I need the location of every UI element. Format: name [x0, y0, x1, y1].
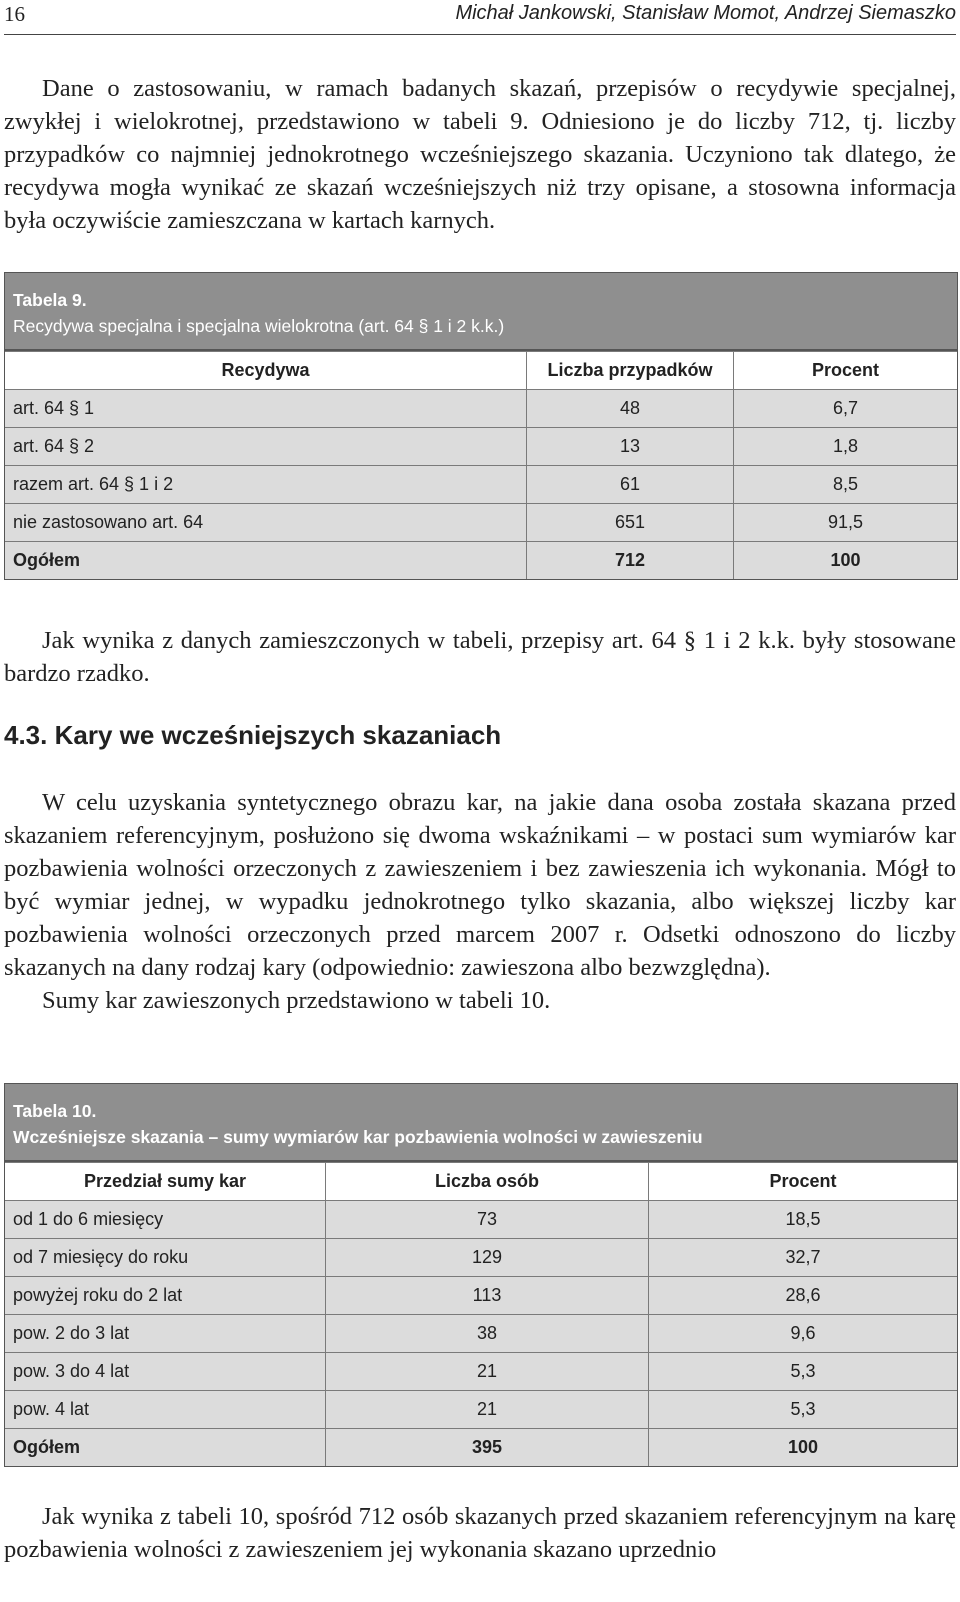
table-row: [5, 1315, 957, 1353]
table-row: [5, 1277, 957, 1315]
table-cell: 651: [527, 504, 734, 542]
table-cell: 21: [326, 1391, 649, 1429]
table-row: [5, 504, 957, 542]
table-row: [5, 1391, 957, 1429]
table-header-row: [5, 352, 957, 390]
table-cell: 113: [326, 1277, 649, 1315]
table-10-caption: [5, 1084, 957, 1162]
column-header: Recydywa: [5, 352, 527, 390]
table-cell: pow. 3 do 4 lat: [5, 1353, 326, 1391]
table-cell: art. 64 § 2: [5, 428, 527, 466]
table-cell: pow. 2 do 3 lat: [5, 1315, 326, 1353]
intro-paragraph: Dane o zastosowaniu, w ramach badanych skazań, przepisów o recydywie specjalnej, zwykłej i wielokrotnej, przedstawiono w tabeli 9. Odniesiono je do liczby 712, tj. liczby przypadków co najmniej jednokrotnego wcześniejszego skazania. Uczyniono tak dlatego, że recydywa mogła wynikać ze skazań wcześniejszych niż trzy opisane, a stosowna informacja była oczywiście zamieszczana w kartach karnych.: [4, 75, 956, 234]
table-cell: 48: [527, 390, 734, 428]
section-paragraph: W celu uzyskania syntetycznego obrazu kar, na jakie dana osoba została skazana przed skazaniem referencyjnym, posłużono się dwoma wskaźnikami – w postaci sum wymiarów kar pozbawienia wolności orzeczonych z zawieszeniem i bez zawieszenia ich wykonania. Mógł to być wymiar jednej, w wypadku jednokrotnego tylko skazania, albo większej liczby kar pozbawienia wolności orzeczonych przed marcem 2007 r. Odsetki odnoszono do liczby skazanych na dany rodzaj kary (odpowiednio: zawieszona albo bezwzględna).: [4, 789, 956, 981]
section-text: [4, 786, 956, 1017]
table-cell: 38: [326, 1315, 649, 1353]
table-10-label: Tabela 10.: [13, 1101, 97, 1121]
table-header-row: [5, 1163, 957, 1201]
table-cell: 6,7: [734, 390, 958, 428]
table-cell: Ogółem: [5, 1429, 326, 1467]
table-cell: 61: [527, 466, 734, 504]
table-total-row: [5, 542, 957, 580]
table-row: [5, 428, 957, 466]
table-row: [5, 1239, 957, 1277]
table-cell: 712: [527, 542, 734, 580]
table-10-grid: [5, 1162, 957, 1466]
table-row: [5, 1353, 957, 1391]
table-cell: 129: [326, 1239, 649, 1277]
table-cell: 1,8: [734, 428, 958, 466]
table-cell: 395: [326, 1429, 649, 1467]
table-10-title: Wcześniejsze skazania – sumy wymiarów kar pozbawienia wolności w zawieszeniu: [13, 1127, 703, 1147]
column-header: Procent: [734, 352, 958, 390]
table-cell: 73: [326, 1201, 649, 1239]
table-cell: Ogółem: [5, 542, 527, 580]
table-9: [4, 272, 958, 580]
page-header: [4, 0, 956, 35]
table-cell: 5,3: [649, 1391, 958, 1429]
column-header: Liczba osób: [326, 1163, 649, 1201]
column-header: Przedział sumy kar: [5, 1163, 326, 1201]
after-table-9-paragraph: Jak wynika z danych zamieszczonych w tabeli, przepisy art. 64 § 1 i 2 k.k. były stosowane bardzo rzadko.: [4, 627, 956, 687]
column-header: Procent: [649, 1163, 958, 1201]
table-9-title: Recydywa specjalna i specjalna wielokrotna (art. 64 § 1 i 2 k.k.): [13, 316, 505, 336]
table-cell: nie zastosowano art. 64: [5, 504, 527, 542]
table-row: [5, 390, 957, 428]
closing-text: [4, 1500, 956, 1566]
table-10: [4, 1083, 958, 1467]
table-total-row: [5, 1429, 957, 1467]
table-9-caption: [5, 273, 957, 351]
table-9-grid: [5, 351, 957, 579]
table-row: [5, 1201, 957, 1239]
table-cell: 100: [734, 542, 958, 580]
closing-paragraph: Jak wynika z tabeli 10, spośród 712 osób skazanych przed skazaniem referencyjnym na karę pozbawienia wolności z zawieszeniem jej wykonania skazano uprzednio: [4, 1503, 956, 1563]
table-cell: 100: [649, 1429, 958, 1467]
table-cell: 8,5: [734, 466, 958, 504]
column-header: Liczba przypadków: [527, 352, 734, 390]
table-cell: 5,3: [649, 1353, 958, 1391]
after-table-9-text: [4, 624, 956, 690]
page-number: 16: [4, 2, 25, 26]
table-cell: 28,6: [649, 1277, 958, 1315]
table-cell: 32,7: [649, 1239, 958, 1277]
table-cell: 91,5: [734, 504, 958, 542]
table-cell: pow. 4 lat: [5, 1391, 326, 1429]
table-cell: od 1 do 6 miesięcy: [5, 1201, 326, 1239]
table-row: [5, 466, 957, 504]
table-cell: 21: [326, 1353, 649, 1391]
section-paragraph: Sumy kar zawieszonych przedstawiono w tabeli 10.: [42, 987, 551, 1014]
table-cell: razem art. 64 § 1 i 2: [5, 466, 527, 504]
table-cell: od 7 miesięcy do roku: [5, 1239, 326, 1277]
table-cell: 13: [527, 428, 734, 466]
table-cell: powyżej roku do 2 lat: [5, 1277, 326, 1315]
table-cell: 9,6: [649, 1315, 958, 1353]
table-9-label: Tabela 9.: [13, 290, 87, 310]
intro-text: [4, 72, 956, 237]
section-title: Kary we wcześniejszych skazaniach: [54, 720, 502, 750]
running-head-authors: Michał Jankowski, Stanisław Momot, Andrzej Siemaszko: [455, 2, 956, 24]
table-cell: 18,5: [649, 1201, 958, 1239]
section-number: 4.3.: [4, 720, 48, 750]
table-cell: art. 64 § 1: [5, 390, 527, 428]
section-heading: [4, 720, 501, 751]
